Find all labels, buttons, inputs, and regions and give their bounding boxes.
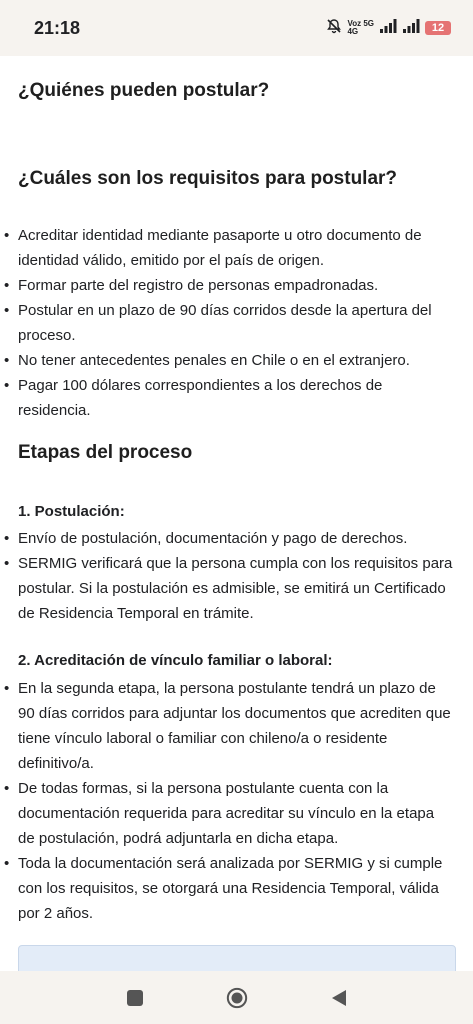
network-bottom: 4G (347, 27, 359, 36)
status-bar (0, 0, 473, 56)
signal-icon (379, 19, 397, 38)
recents-square-icon[interactable] (124, 987, 146, 1009)
list-item: • Toda la documentación será analizada por SERMIG y si cumple con los requisitos, se otorgará una Residencia Temporal, válida por 2 años. (18, 851, 453, 926)
list-item: • Postular en un plazo de 90 días corridos desde la apertura del proceso. (18, 298, 453, 348)
step2-list (18, 676, 453, 926)
battery-icon: 12 (425, 21, 451, 35)
navigation-bar (0, 971, 473, 1024)
network-type (347, 20, 374, 36)
list-item: • Formar parte del registro de personas empadronadas. (18, 273, 453, 298)
step1-list (18, 526, 453, 626)
heading-requirements: ¿Cuáles son los requisitos para postular? (18, 168, 398, 189)
page-content (0, 56, 473, 971)
mute-icon (326, 18, 342, 39)
list-item: • De todas formas, si la persona postulante cuenta con la documentación requerida para acreditar su vínculo en la etapa de postulación, podrá adjuntarla en dicha etapa. (18, 776, 453, 851)
list-item: • Pagar 100 dólares correspondientes a los derechos de residencia. (18, 373, 453, 423)
list-item: • SERMIG verificará que la persona cumpla con los requisitos para postular. Si la postulación es admisible, se emitirá un Certificado de Residencia Temporal en trámite. (18, 551, 453, 626)
status-icons (326, 18, 451, 39)
heading-steps: Etapas del proceso (18, 442, 193, 463)
status-time: 21:18 (34, 17, 81, 38)
info-box (18, 945, 456, 971)
list-item: • Envío de postulación, documentación y pago de derechos. (18, 526, 453, 551)
step2-title: 2. Acreditación de vínculo familiar o laboral: (18, 652, 333, 669)
back-triangle-icon[interactable] (328, 987, 350, 1009)
heading-who-can-apply: ¿Quiénes pueden postular? (18, 80, 270, 101)
home-circle-icon[interactable] (226, 987, 248, 1009)
list-item: • No tener antecedentes penales en Chile o en el extranjero. (18, 348, 453, 373)
network-top: Voz 5G (347, 19, 374, 28)
step1-title: 1. Postulación: (18, 503, 125, 520)
requirements-list (18, 223, 453, 423)
list-item: • En la segunda etapa, la persona postulante tendrá un plazo de 90 días corridos para adjuntar los documentos que acrediten que tiene vínculo laboral o familiar con chileno/a o residente definitivo/a. (18, 676, 453, 776)
signal-icon (402, 19, 420, 38)
list-item: • Acreditar identidad mediante pasaporte u otro documento de identidad válido, emitido por el país de origen. (18, 223, 453, 273)
